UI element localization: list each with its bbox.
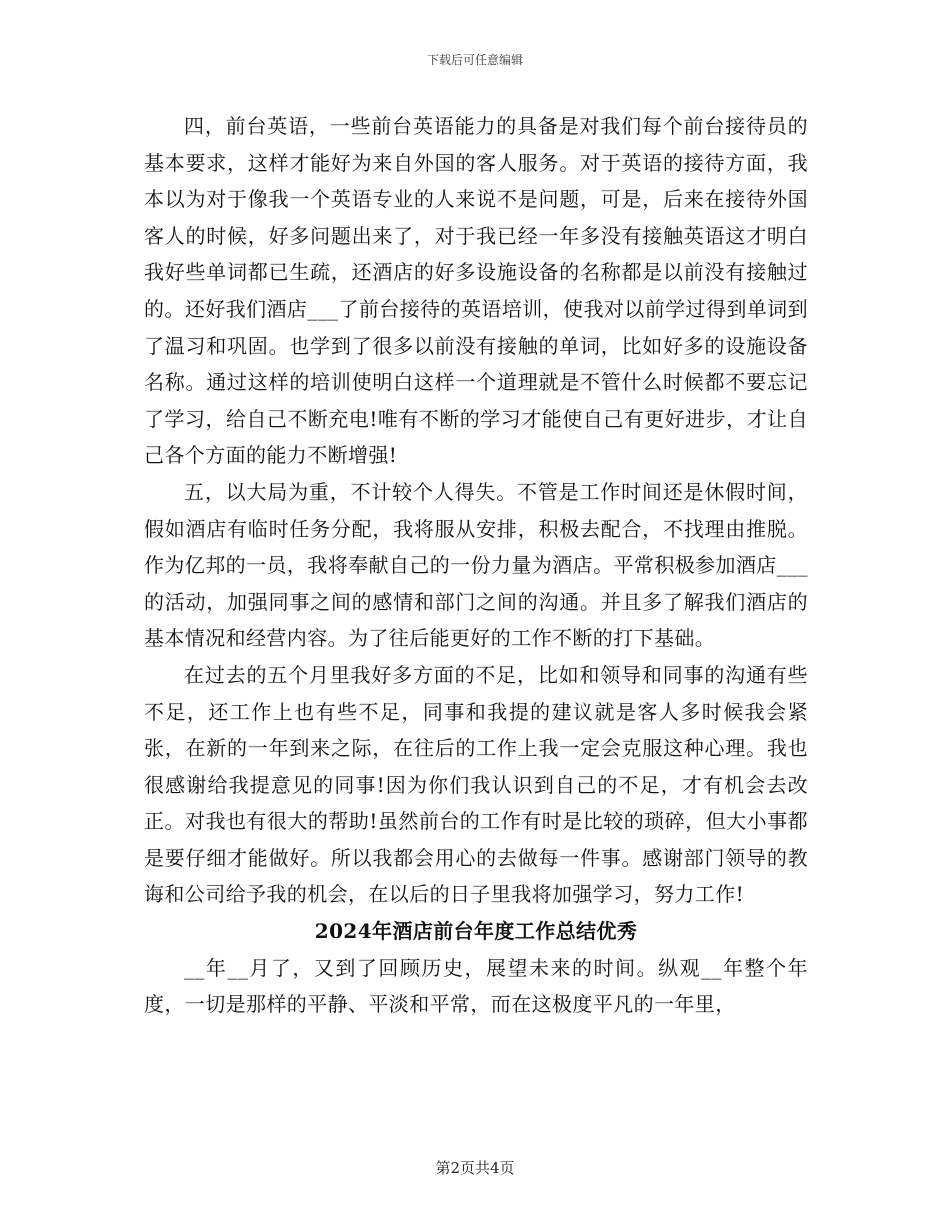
document-body bbox=[144, 108, 808, 1023]
page-header: 下载后可任意编辑 bbox=[426, 53, 523, 67]
section-title: 2024年酒店前台年度工作总结优秀 bbox=[314, 919, 638, 944]
paragraph-year-review: __年__月了，又到了回顾历史，展望未来的时间。纵观__年整个年度，一切是那样的平静、平淡和平常，而在这极度平凡的一年里， bbox=[144, 955, 808, 1017]
paragraph-shortcomings: 在过去的五个月里我好多方面的不足，比如和领导和同事的沟通有些不足，还工作上也有些不足，同事和我提的建议就是客人多时候我会紧张，在新的一年到来之际，在往后的工作上我一定会克服这种心理。我也很感谢给我提意见的同事!因为你们我认识到自己的不足，才有机会去改正。对我也有很大的帮助!虽然前台的工作有时是比较的琐碎，但大小事都是要仔细才能做好。所以我都会用心的去做每一件事。感谢部门领导的教诲和公司给予我的机会，在以后的日子里我将加强学习，努力工作! bbox=[144, 662, 808, 907]
page-number: 第2页共4页 bbox=[435, 1159, 515, 1177]
paragraph-front-desk-english: 四，前台英语，一些前台英语能力的具备是对我们每个前台接待员的基本要求，这样才能好为来自外国的客人服务。对于英语的接待方面，我本以为对于像我一个英语专业的人来说不是问题，可是，后来在接待外国客人的时候，好多问题出来了，对于我已经一年多没有接触英语这才明白我好些单词都已生疏，还酒店的好多设施设备的名称都是以前没有接触过的。还好我们酒店___了前台接待的英语培训，使我对以前学过得到单词到了温习和巩固。也学到了很多以前没有接触的单词，比如好多的设施设备名称。通过这样的培训使明白这样一个道理就是不管什么时候都不要忘记了学习，给自己不断充电!唯有不断的学习才能使自己有更好进步，才让自己各个方面的能力不断增强! bbox=[144, 114, 808, 468]
paragraph-overall-situation: 五，以大局为重，不计较个人得失。不管是工作时间还是休假时间，假如酒店有临时任务分配，我将服从安排，积极去配合，不找理由推脱。作为亿邦的一员，我将奉献自己的一份力量为酒店。平常积极参加酒店___的活动，加强同事之间的感情和部门之间的沟通。并且多了解我们酒店的基本情况和经营内容。为了往后能更好的工作不断的打下基础。 bbox=[144, 479, 808, 651]
